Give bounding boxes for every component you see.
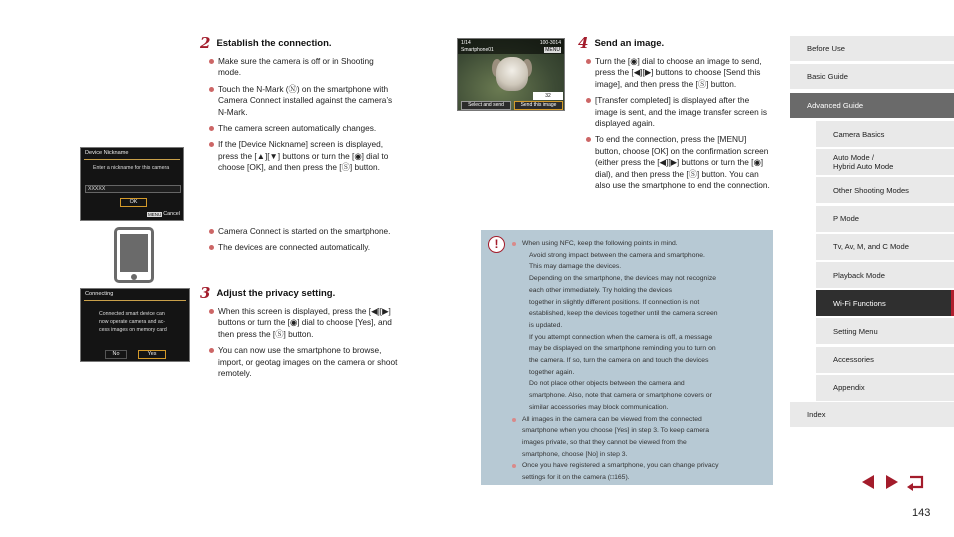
step-2-bullets-a [209, 56, 399, 179]
sidebar-item-label: Auto Mode / Hybrid Auto Mode [833, 153, 894, 172]
file-size-info: 32 [533, 92, 563, 100]
prev-page-icon[interactable] [858, 472, 878, 492]
caution-line: together in slightly different positions. If connection is not [529, 298, 700, 306]
sidebar-item-label: Playback Mode [833, 270, 885, 280]
folder-number: 100-3014 [539, 40, 561, 46]
ok-button[interactable]: OK [120, 198, 147, 207]
caution-line: similar accessories may block communication. [529, 403, 669, 411]
caution-line: smartphone when you choose [Yes] in step 3. To keep camera [522, 427, 710, 435]
cancel-hint[interactable] [147, 211, 180, 217]
page-number: 143 [912, 507, 931, 519]
sidebar-item-label: Accessories [833, 355, 874, 365]
image-counter: 1/14 [461, 40, 471, 46]
caution-bullet: When using NFC, keep the following points in mind. [511, 238, 766, 250]
step-4-bullets [586, 56, 770, 196]
caution-list [511, 238, 766, 484]
caution-line: smartphone, choose [No] in step 3. [522, 450, 628, 458]
step-3-heading [200, 286, 335, 301]
sidebar-item-camera-basics[interactable] [816, 121, 954, 147]
divider [84, 300, 186, 301]
sidebar-item-before-use[interactable]: Before Use [790, 36, 954, 61]
step-3-bullets [209, 306, 399, 384]
step-2-bullet: Camera Connect is started on the smartphone. [209, 226, 399, 237]
sidebar-item-p-mode[interactable] [816, 206, 954, 232]
screen-title: Connecting [85, 291, 114, 297]
sidebar-item-label: P Mode [833, 214, 860, 224]
sidebar-item-auto-mode-hybrid-auto-mode[interactable] [816, 149, 954, 175]
caution-line: together again. [529, 368, 575, 376]
caution-line: is updated. [529, 321, 563, 329]
step-2-bullet: The camera screen automatically changes. [209, 123, 399, 134]
sidebar-item-appendix[interactable] [816, 375, 954, 401]
caution-line: the camera. If so, turn the camera on and touch the devices [529, 357, 709, 365]
screen-title: Device Nickname [85, 150, 129, 156]
caution-line: If you attempt connection when the camera is off, a message [529, 333, 713, 341]
next-page-icon[interactable] [882, 472, 902, 492]
sidebar-item-basic-guide[interactable]: Basic Guide [790, 64, 954, 89]
caution-line: Do not place other objects between the camera and [529, 380, 685, 388]
caution-icon: ! [488, 236, 505, 253]
caution-line: settings for it on the camera (□165). [522, 474, 630, 482]
caution-line: may be displayed on the smartphone reminding you to turn on [529, 345, 716, 353]
step-4-bullet: To end the connection, press the [MENU] button, choose [OK] on the confirmation screen (either press the [◀][▶] buttons or turn the [◉] dial), and then press the [Ⓢ] button. You can also use the smartphone to end the connection. [586, 134, 770, 191]
cancel-label: Cancel [163, 211, 180, 217]
caution-bullet: All images in the camera can be viewed from the connected [511, 414, 766, 426]
yes-button[interactable]: Yes [138, 350, 166, 359]
sidebar-item-index[interactable]: Index [790, 402, 954, 427]
caution-box [481, 230, 773, 485]
sidebar-item-label: Wi-Fi Functions [833, 298, 886, 308]
step-2-number: 2 [200, 34, 211, 52]
caution-line: images private, so that they cannot be viewed from the [522, 438, 687, 446]
sidebar-item-label: Camera Basics [833, 129, 885, 139]
caution-line: established, keep the devices together until the camera screen [529, 310, 718, 318]
sidebar-item-advanced-guide[interactable]: Advanced Guide [790, 93, 954, 118]
select-and-send-button[interactable]: Select and send [461, 101, 511, 110]
screen-prompt: Enter a nickname for this camera [93, 165, 170, 171]
smartphone-screen [120, 234, 148, 272]
image-transfer-screen [457, 38, 565, 111]
step-3-bullet: You can now use the smartphone to browse, import, or geotag images on the camera or shoot remotely. [209, 345, 399, 379]
sidebar-item-accessories[interactable] [816, 347, 954, 373]
nickname-value: XXXXX [88, 186, 106, 192]
step-2-bullet: Make sure the camera is off or in Shooting mode. [209, 56, 399, 79]
page-navigation [858, 472, 926, 492]
menu-key-icon: MENU [545, 47, 560, 53]
sidebar-item-label: Appendix [833, 383, 865, 393]
step-2-bullets-b [209, 226, 399, 259]
connecting-screen [80, 288, 190, 362]
sidebar-item-playback-mode[interactable] [816, 262, 954, 288]
caution-line: each other immediately. Try holding the devices [529, 286, 673, 294]
caution-line: This may damage the devices. [529, 263, 622, 271]
sidebar-item-tv-av-m-and-c-mode[interactable] [816, 234, 954, 260]
sidebar-item-label: Other Shooting Modes [833, 185, 909, 195]
step-4-bullet: Turn the [◉] dial to choose an image to send, press the [◀][▶] buttons to choose [Send this image], and then press the [Ⓢ] button. [586, 56, 770, 90]
step-3-bullet: When this screen is displayed, press the [◀][▶] buttons or turn the [◉] dial to choose [Yes], and then press the [Ⓢ] button. [209, 306, 399, 340]
step-2-heading [200, 36, 332, 51]
step-3-number: 3 [200, 284, 211, 302]
sidebar-item-label: Setting Menu [833, 326, 878, 336]
step-4-bullet: [Transfer completed] is displayed after the image is sent, and the image transfer screen is displayed again. [586, 95, 770, 129]
message-line: now operate camera and ac- [99, 319, 166, 325]
device-nickname-screen [80, 147, 184, 221]
sidebar-item-label: Tv, Av, M, and C Mode [833, 242, 909, 252]
divider [84, 159, 180, 160]
no-button[interactable]: No [105, 350, 127, 359]
step-3-title: Adjust the privacy setting. [216, 288, 336, 299]
sidebar-item-setting-menu[interactable] [816, 318, 954, 344]
step-2-bullet: Touch the N-Mark (Ⓝ) on the smartphone with Camera Connect installed against the camera’s N-Mark. [209, 84, 399, 118]
device-name: Smartphone01 [461, 47, 494, 53]
step-4-number: 4 [578, 34, 589, 52]
step-4-heading [578, 36, 664, 51]
sidebar-item-wi-fi-functions[interactable] [816, 290, 954, 316]
menu-key-icon: MENU [147, 211, 162, 217]
dog-photo [496, 57, 528, 91]
message-line: Connected smart device can [99, 311, 165, 317]
caution-line: Depending on the smartphone, the devices may not recognize [529, 275, 717, 283]
smartphone-home-button [131, 274, 137, 280]
smartphone-icon [114, 227, 154, 283]
nickname-field[interactable] [85, 185, 181, 193]
step-2-title: Establish the connection. [216, 38, 332, 49]
caution-line: Avoid strong impact between the camera and smartphone. [529, 251, 705, 259]
caution-bullet: Once you have registered a smartphone, you can change privacy [511, 460, 766, 472]
caution-line: smartphone. Also, note that camera or smartphone covers or [529, 392, 712, 400]
step-2-bullet: The devices are connected automatically. [209, 242, 399, 253]
message-line: cess images on memory card [99, 327, 167, 333]
step-4-title: Send an image. [594, 38, 665, 49]
return-icon[interactable] [906, 472, 926, 492]
sidebar-item-other-shooting-modes[interactable] [816, 177, 954, 203]
step-2-bullet: If the [Device Nickname] screen is displayed, press the [▲][▼] buttons or turn the [◉] dial to choose [OK], and then press the [Ⓢ] button. [209, 139, 399, 173]
send-this-image-button[interactable]: Send this image [514, 101, 563, 110]
